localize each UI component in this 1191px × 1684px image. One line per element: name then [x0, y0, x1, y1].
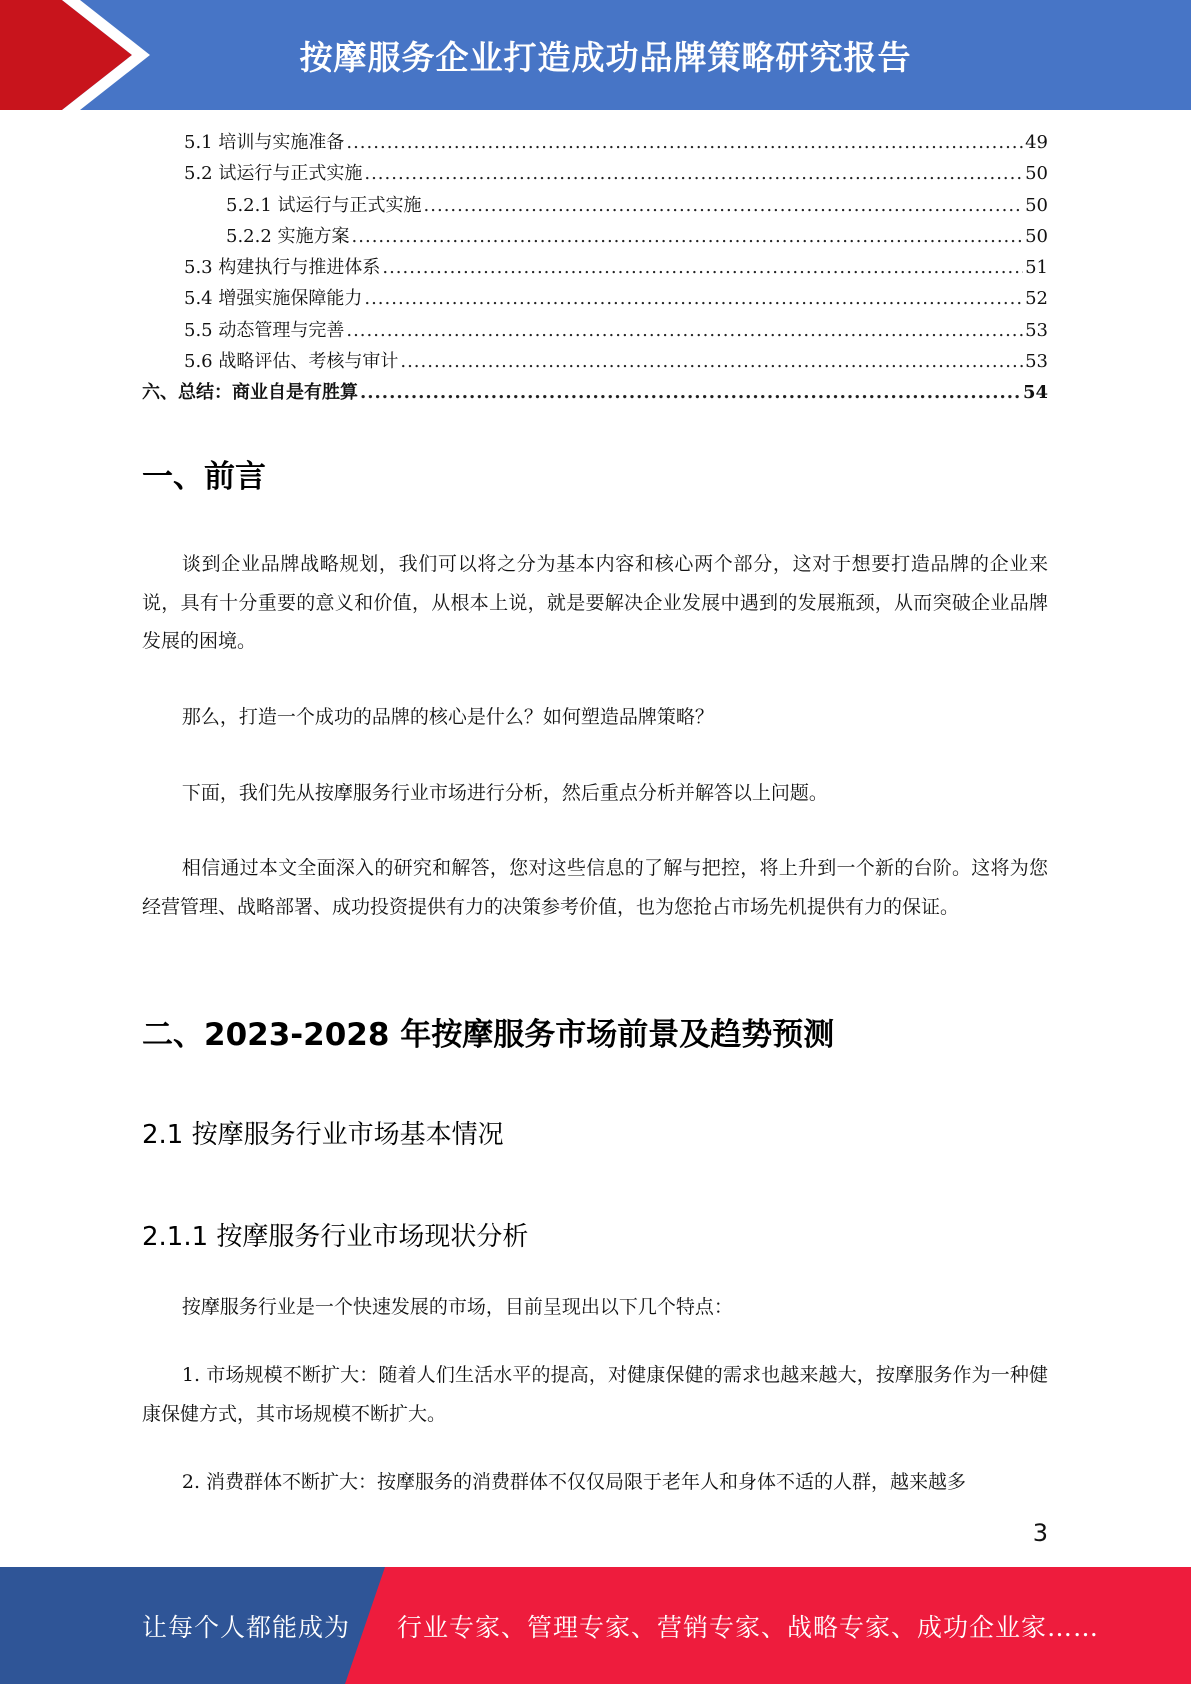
toc-leader-dots [382, 257, 1023, 278]
toc-leader-dots [346, 320, 1023, 341]
toc-leader-dots [352, 226, 1024, 247]
footer-slogan-left: 让每个人都能成为 [142, 1612, 351, 1642]
toc-entry[interactable] [142, 316, 1048, 347]
toc-leader-dots [360, 382, 1021, 403]
body-paragraph: 按摩服务行业是一个快速发展的市场，目前呈现出以下几个特点： [181, 1296, 733, 1318]
toc-entry-label: 5.3 构建执行与推进体系 [184, 257, 381, 279]
table-of-contents [142, 128, 1048, 410]
document-title: 按摩服务企业打造成功品牌策略研究报告 [299, 37, 912, 77]
toc-entry-label: 5.1 培训与实施准备 [184, 132, 345, 153]
toc-entry-page: 50 [1025, 225, 1048, 247]
body-paragraph: 那么，打造一个成功的品牌的核心是什么？如何塑造品牌策略？ [181, 706, 714, 728]
toc-entry[interactable] [142, 128, 1048, 159]
page-footer [0, 1567, 1191, 1684]
toc-entry[interactable] [142, 378, 1048, 409]
section-heading-preface: 一、前言 [142, 459, 266, 495]
toc-leader-dots [364, 288, 1023, 309]
body-paragraph: 下面，我们先从按摩服务行业市场进行分析，然后重点分析并解答以上问题。 [181, 782, 828, 804]
toc-entry-label: 5.5 动态管理与完善 [184, 319, 345, 341]
toc-entry-page: 53 [1025, 351, 1048, 373]
toc-entry-label: 5.2.1 试运行与正式实施 [226, 194, 422, 216]
toc-entry-label: 5.6 战略评估、考核与审计 [184, 351, 399, 373]
toc-entry-page: 50 [1025, 163, 1048, 185]
toc-entry-page: 49 [1025, 132, 1048, 153]
toc-entry[interactable] [142, 191, 1048, 222]
toc-entry[interactable] [142, 222, 1048, 253]
toc-entry-label: 5.4 增强实施保障能力 [184, 288, 363, 310]
section-heading-market-outlook: 二、2023-2028 年按摩服务市场前景及趋势预测 [142, 1017, 835, 1053]
page-number: 3 [1032, 1519, 1048, 1547]
toc-entry[interactable] [142, 347, 1048, 378]
body-paragraph: 相信通过本文全面深入的研究和解答，您对这些信息的了解与把控，将上升到一个新的台阶。这将为您经营管理、战略部署、成功投资提供有力的决策参考价值，也为您抢占市场先机提供有力的保证。 [142, 857, 1048, 918]
toc-entry-page: 51 [1025, 257, 1048, 279]
toc-entry-page: 52 [1025, 288, 1048, 310]
header-arrow-decoration [0, 0, 160, 110]
toc-entry[interactable] [142, 159, 1048, 190]
body-paragraph: 谈到企业品牌战略规划，我们可以将之分为基本内容和核心两个部分，这对于想要打造品牌的企业来说，具有十分重要的意义和价值，从根本上说，就是要解决企业发展中遇到的发展瓶颈，从而突破企业品牌发展的困境。 [142, 553, 1048, 652]
toc-leader-dots [346, 132, 1023, 153]
page-header [0, 0, 1191, 110]
body-paragraph: 1. 市场规模不断扩大：随着人们生活水平的提高，对健康保健的需求也越来越大，按摩服务作为一种健康保健方式，其市场规模不断扩大。 [142, 1364, 1048, 1425]
toc-entry-page: 53 [1025, 319, 1048, 341]
toc-entry-label: 5.2 试运行与正式实施 [184, 163, 363, 185]
toc-leader-dots [424, 195, 1024, 216]
footer-slogan-right: 行业专家、管理专家、营销专家、战略专家、成功企业家…… [397, 1612, 1100, 1642]
toc-leader-dots [364, 163, 1023, 184]
toc-entry-label: 5.2.2 实施方案 [226, 225, 350, 247]
toc-entry-page: 54 [1022, 382, 1048, 404]
toc-entry[interactable] [142, 253, 1048, 284]
toc-leader-dots [400, 351, 1023, 372]
subsection-heading: 2.1 按摩服务行业市场基本情况 [142, 1120, 504, 1150]
toc-entry-page: 50 [1025, 194, 1048, 216]
toc-entry-label: 六、总结：商业自是有胜算 [142, 382, 358, 404]
body-paragraph: 2. 消费群体不断扩大：按摩服务的消费群体不仅仅局限于老年人和身体不适的人群，越来越多 [181, 1471, 967, 1493]
toc-entry[interactable] [142, 284, 1048, 315]
subsubsection-heading: 2.1.1 按摩服务行业市场现状分析 [142, 1222, 529, 1252]
